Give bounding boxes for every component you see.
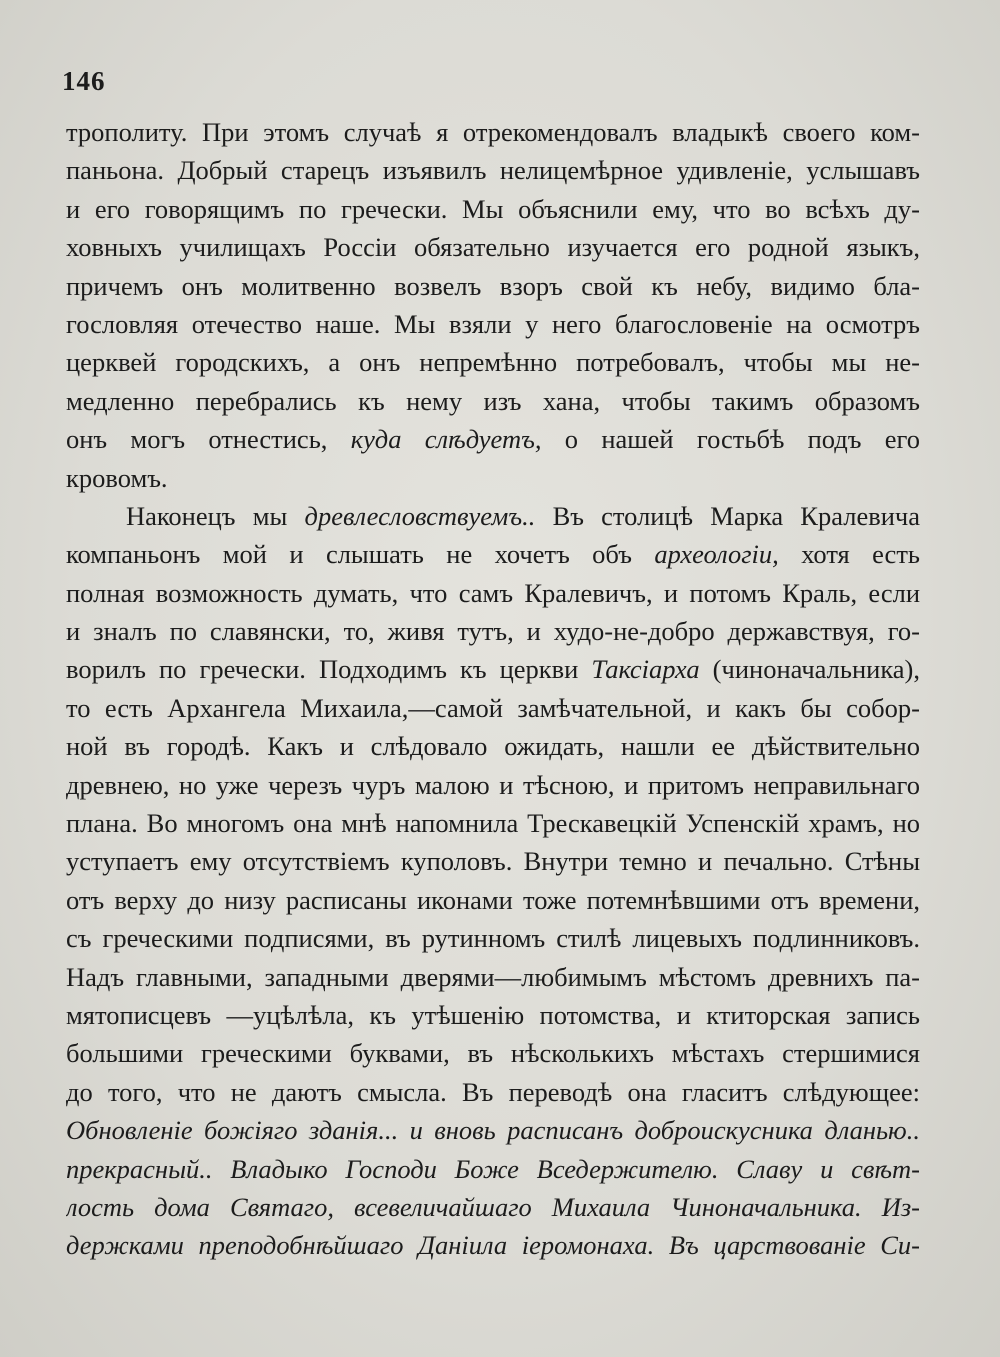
- text-line: [66, 420, 920, 458]
- text-line: [66, 535, 920, 573]
- text-line: [66, 650, 920, 688]
- italic-line: Обновленіе божіяго зданія... и вновь расписанъ доброискусника дланью..: [66, 1115, 920, 1146]
- text-line: паньона. Добрый старецъ изъявилъ нелицемѣрное удивленіе, услышавъ: [66, 155, 920, 186]
- body-text: [66, 113, 920, 1265]
- text-line: медленно перебрались къ нему изъ хана, чтобы такимъ образомъ: [66, 385, 920, 416]
- text-line: Надъ главными, западными дверями—любимымъ мѣстомъ древнихъ па-: [66, 961, 920, 992]
- text-line: большими греческими буквами, въ нѣсколькихъ мѣстахъ стершимися: [66, 1038, 920, 1069]
- italic-phrase: археологіи,: [654, 539, 779, 570]
- text-line: до того, что не даютъ смысла. Въ переводѣ она гласитъ слѣдующее:: [66, 1076, 920, 1107]
- text-segment: хотя есть: [801, 539, 920, 570]
- text-line: гословляя отечество наше. Мы взяли у него благословеніе на осмотръ: [66, 308, 920, 339]
- text-segment: Въ столицѣ Марка Кралевича: [552, 500, 920, 531]
- text-segment: о нашей гостьбѣ подъ его: [564, 424, 920, 455]
- text-line: ховныхъ училищахъ Россіи обязательно изучается его родной языкъ,: [66, 232, 920, 263]
- italic-phrase: древлесловствуемъ..: [304, 500, 536, 531]
- italic-phrase: Таксіарха: [591, 654, 700, 685]
- text-line: и его говорящимъ по гречески. Мы объяснили ему, что во всѣхъ ду-: [66, 193, 920, 224]
- text-line: плана. Во многомъ она мнѣ напомнила Трескавецкій Успенскій храмъ, но: [66, 808, 920, 839]
- text-line: церквей городскихъ, а онъ непремѣнно потребовалъ, чтобы мы не-: [66, 347, 920, 378]
- text-line: трополиту. При этомъ случаѣ я отрекомендовалъ владыкѣ своего ком-: [66, 117, 920, 147]
- page-number: 146: [62, 66, 106, 96]
- text-line: мятописцевъ —уцѣлѣла, къ утѣшенію потомства, и ктиторская запись: [66, 999, 920, 1030]
- text-line: причемъ онъ молитвенно возвелъ взоръ свой къ небу, видимо бла-: [66, 270, 920, 301]
- text-line: съ греческими подписями, въ рутинномъ стилѣ лицевыхъ подлинниковъ.: [66, 923, 920, 954]
- text-segment: (чиноначальника),: [712, 654, 920, 685]
- text-line: уступаетъ ему отсутствіемъ куполовъ. Внутри темно и печально. Стѣны: [66, 846, 920, 877]
- text-segment: онъ могъ отнестись,: [66, 424, 328, 455]
- italic-line: прекрасный.. Владыко Господи Боже Вседержителю. Славу и свѣт-: [66, 1153, 920, 1184]
- text-line: древнею, но уже черезъ чуръ малою и тѣсною, и притомъ неправильнаго: [66, 769, 920, 800]
- italic-line: держками преподобнѣйшаго Даніила іеромонаха. Въ царствованіе Си-: [66, 1230, 920, 1261]
- text-segment: ворилъ по гречески. Подходимъ къ церкви: [66, 654, 579, 685]
- text-line: ной въ городѣ. Какъ и слѣдовало ожидать, нашли ее дѣйствительно: [66, 731, 920, 762]
- text-segment: компаньонъ мой и слышать не хочетъ объ: [66, 539, 632, 570]
- text-segment: Наконецъ мы: [126, 500, 288, 531]
- text-line: отъ верху до низу расписаны иконами тоже потемнѣвшими отъ времени,: [66, 884, 920, 915]
- italic-phrase: куда слѣдуетъ,: [350, 424, 542, 455]
- text-line: кровомъ.: [66, 462, 168, 493]
- text-line: и зналъ по славянски, то, живя тутъ, и худо-не-добро державствуя, го-: [66, 616, 920, 647]
- text-line: полная возможность думать, что самъ Кралевичъ, и потомъ Краль, если: [66, 577, 920, 608]
- italic-line: лость дома Святаго, всевеличайшаго Михаила Чиноначальника. Из-: [66, 1191, 920, 1222]
- text-line: [66, 497, 920, 535]
- text-line: то есть Архангела Михаила,—самой замѣчательной, и какъ бы собор-: [66, 692, 920, 723]
